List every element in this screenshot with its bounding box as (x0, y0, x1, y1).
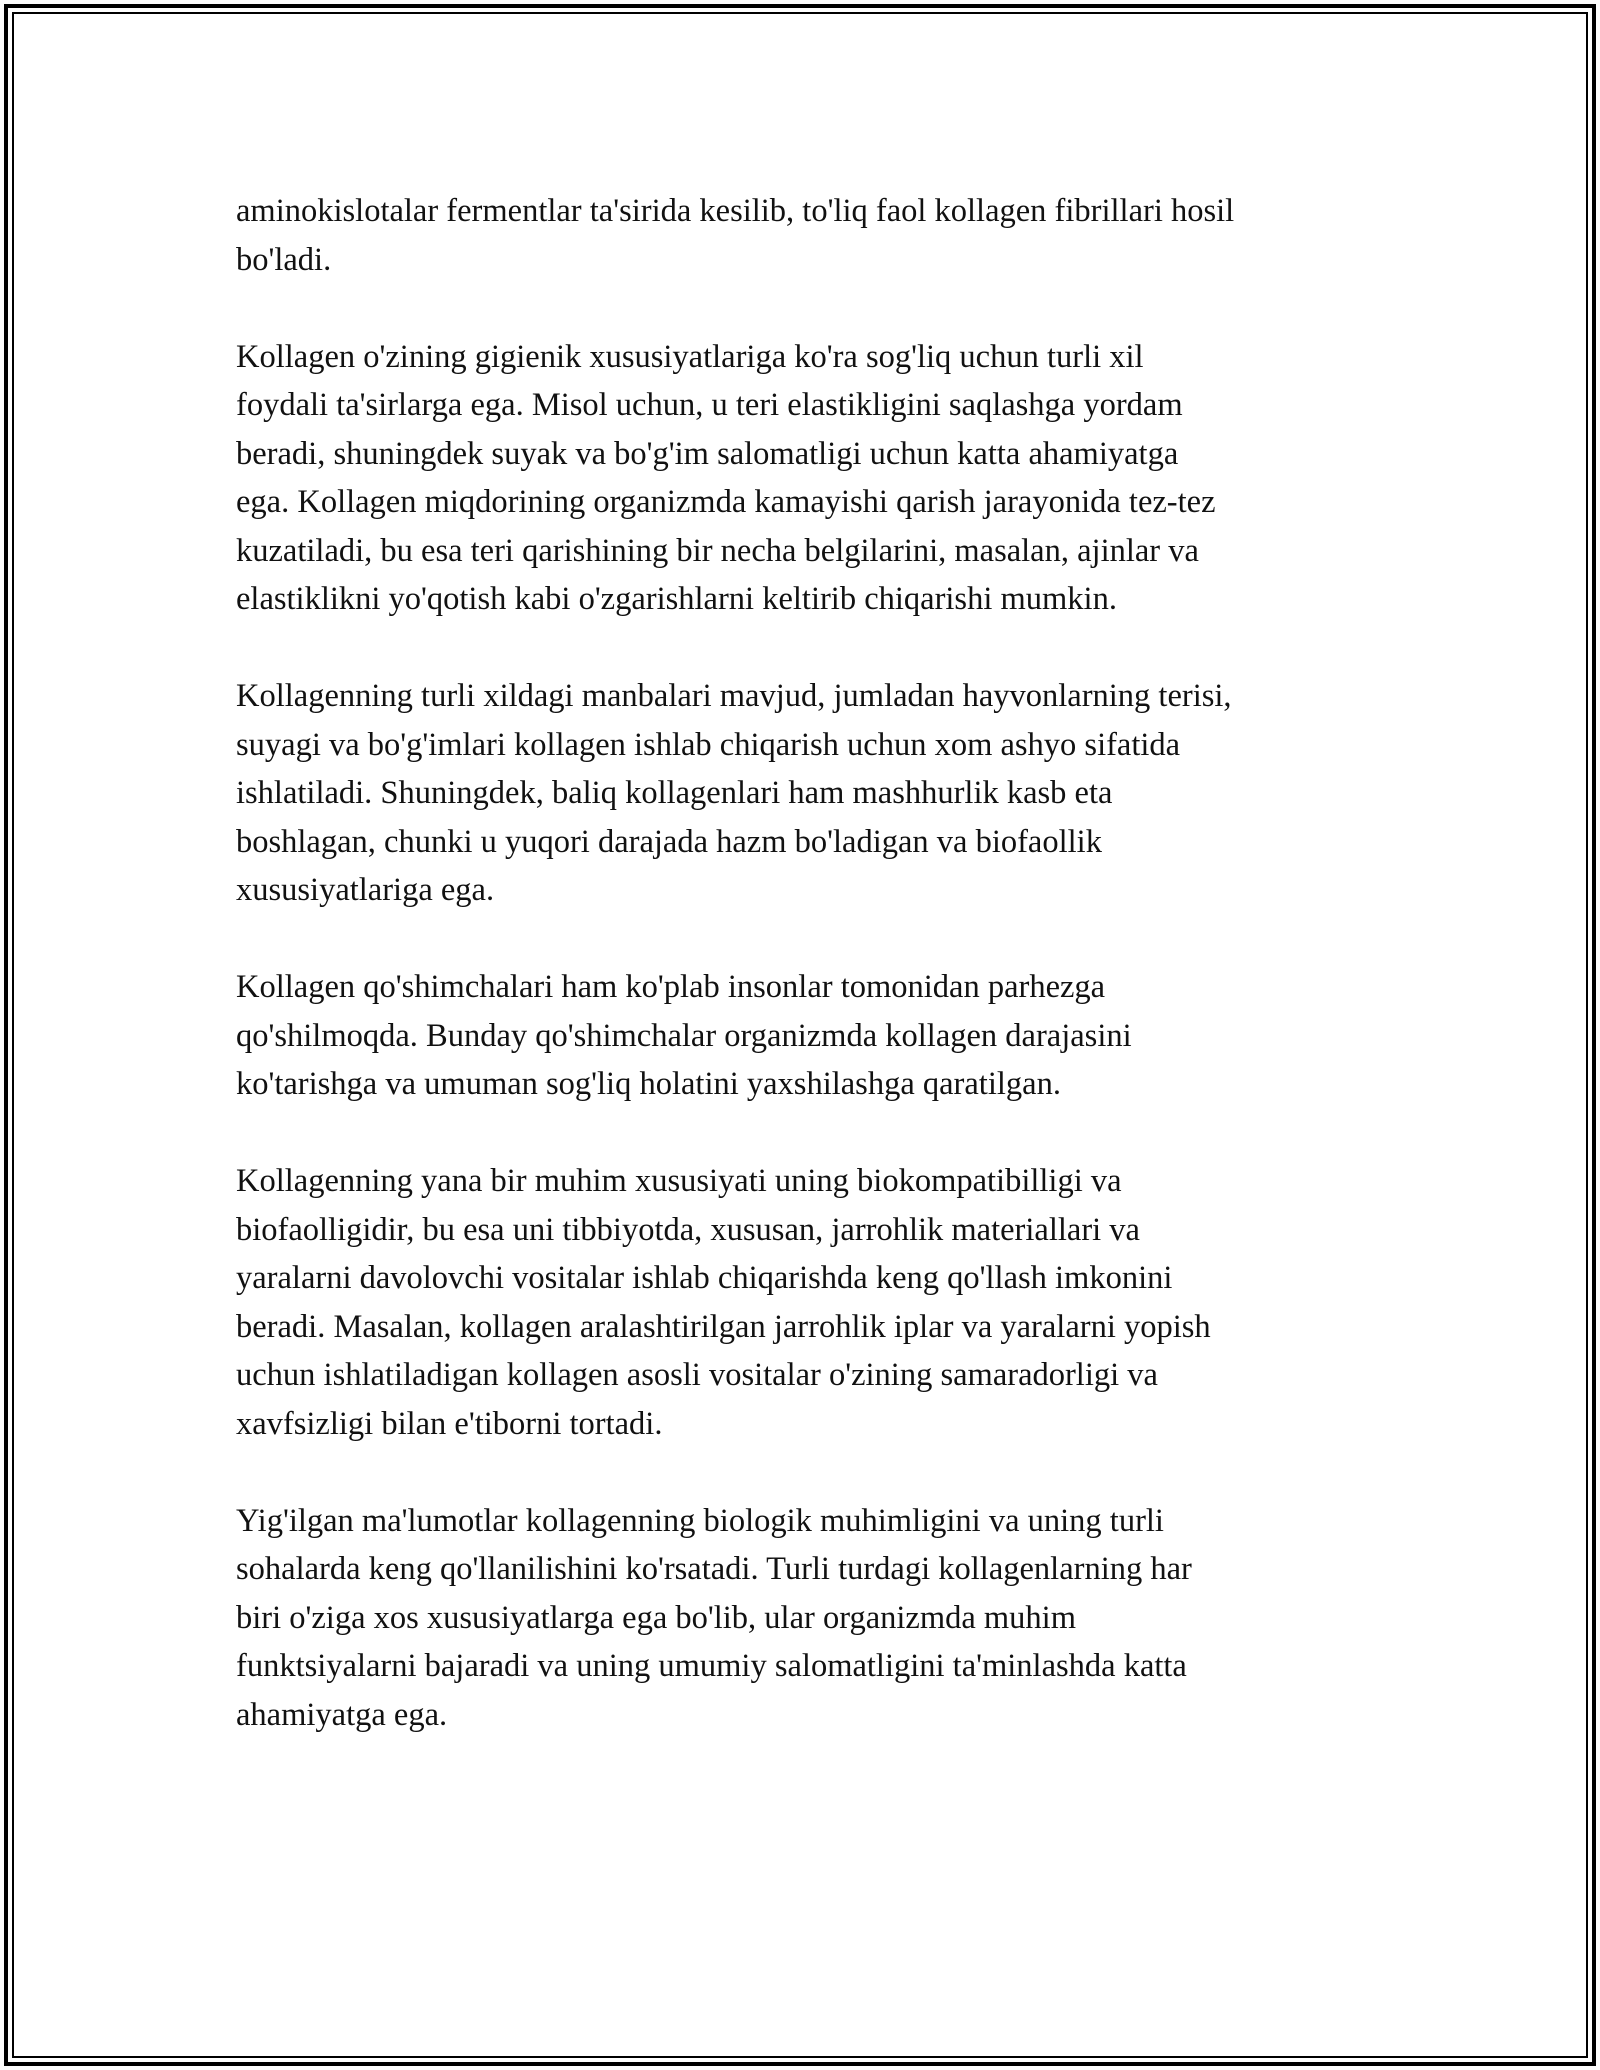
paragraph: Kollagen o'zining gigienik xususiyatlariga ko'ra sog'liq uchun turli xil foydali ta'sirlarga ega. Misol uchun, u teri elastikligini saqlashga yordam beradi, shuningdek suyak va bo'g'im salomatligi uchun katta ahamiyatga ega. Kollagen miqdorining organizmda kamayishi qarish jarayonida tez-tez kuzatiladi, bu esa teri qarishining bir necha belgilarini, masalan, ajinlar va elastiklikni yo'qotish kabi o'zgarishlarni keltirib chiqarishi mumkin. (236, 338, 1216, 617)
paragraph: Kollagen qo'shimchalari ham ko'plab insonlar tomonidan parhezga qo'shilmoqda. Bunday qo'shimchalar organizmda kollagen darajasini ko'tarishga va umuman sog'liq holatini yaxshilashga qaratilgan. (236, 969, 1132, 1102)
paragraph: aminokislotalar fermentlar ta'sirida kesilib, to'liq faol kollagen fibrillari hosil bo'ladi. (236, 193, 1235, 278)
document-body (236, 187, 1371, 1788)
paragraph: Kollagenning turli xildagi manbalari mavjud, jumladan hayvonlarning terisi, suyagi va bo'g'imlari kollagen ishlab chiqarish uchun xom ashyo sifatida ishlatiladi. Shuningdek, baliq kollagenlari ham mashhurlik kasb eta boshlagan, chunki u yuqori darajada hazm bo'ladigan va biofaollik xususiyatlariga ega. (236, 678, 1232, 908)
paragraph: Kollagenning yana bir muhim xususiyati uning biokompatibilligi va biofaolligidir, bu esa uni tibbiyotda, xususan, jarrohlik materiallari va yaralarni davolovchi vositalar ishlab chiqarishda keng qo'llash imkonini beradi. Masalan, kollagen aralashtirilgan jarrohlik iplar va yaralarni yopish uchun ishlatiladigan kollagen asosli vositalar o'zining samaradorligi va xavfsizligi bilan e'tiborni tortadi. (236, 1163, 1211, 1442)
paragraph: Yig'ilgan ma'lumotlar kollagenning biologik muhimligini va uning turli sohalarda keng qo'llanilishini ko'rsatadi. Turli turdagi kollagenlarning har biri o'ziga xos xususiyatlarga ega bo'lib, ular organizmda muhim funktsiyalarni bajaradi va uning umumiy salomatligini ta'minlashda katta ahamiyatga ega. (236, 1502, 1192, 1733)
